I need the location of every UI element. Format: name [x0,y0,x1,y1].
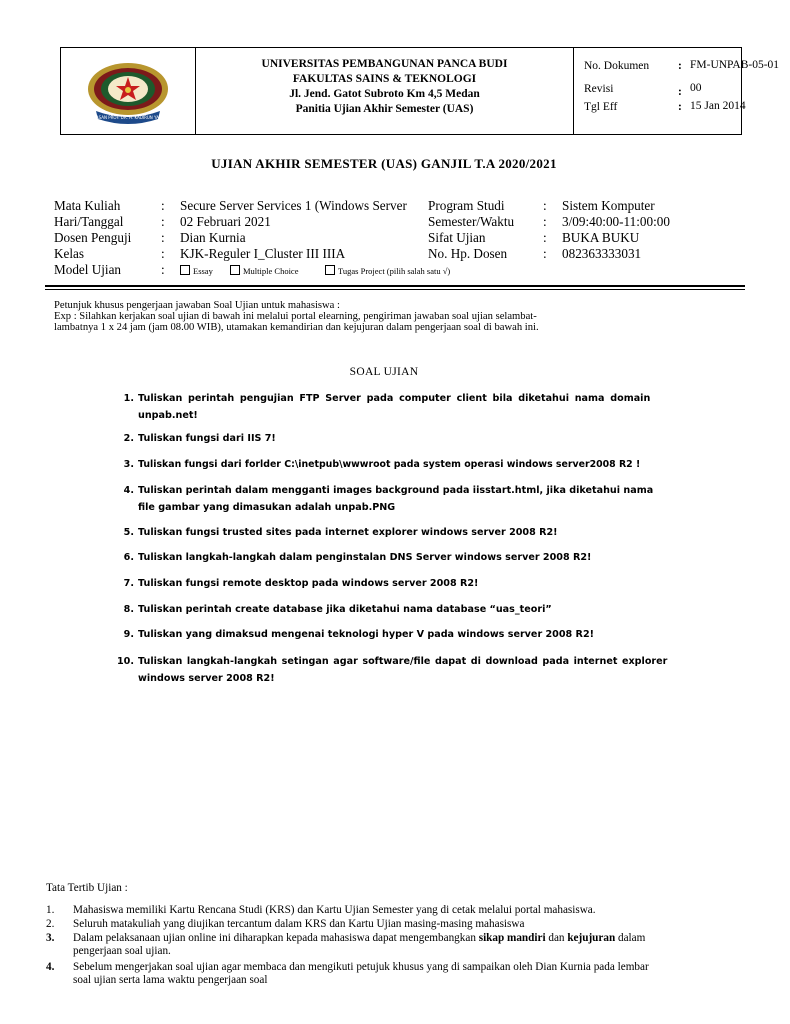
separator-thin [45,289,745,290]
exam-rule-4-number: 4. [46,961,55,973]
question-6-text: Tuliskan langkah-langkah dalam penginstalan DNS Server windows server 2008 R2! [138,552,592,563]
effective-date-label: Tgl Eff [584,101,618,113]
exam-rule-1-text: Mahasiswa memiliki Kartu Rencana Studi (KRS) dan Kartu Ujian Semester yang di cetak melalui portal mahasiswa. [73,904,596,916]
study-program-colon: : [543,198,547,213]
lecturer-phone-colon: : [543,246,547,261]
question-3-text: Tuliskan fungsi dari forlder C:\inetpub\wwwroot pada system operasi windows server2008 R2 ! [138,459,641,470]
question-9-number: 9. [123,629,134,640]
course-colon: : [161,198,165,213]
exam-rule-3-bold-honesty: kejujuran [567,932,616,944]
question-4-text-cont: file gambar yang dimasukan adalah unpab.PNG [138,502,396,513]
lecturer-phone-label: No. Hp. Dosen [428,246,508,261]
exam-rule-1-number: 1. [46,904,55,916]
doc-number-colon: : [678,60,682,72]
exam-model-colon: : [161,262,165,277]
exam-rule-3-text-a: Dalam pelaksanaan ujian online ini diharapkan kepada mahasiswa dapat mengembangkan [73,932,479,944]
exam-rule-3-text-cont: pengerjaan soal ujian. [73,945,171,957]
university-name: UNIVERSITAS PEMBANGUNAN PANCA BUDI [261,58,508,70]
exam-nature-value: BUKA BUKU [562,230,640,245]
question-1-text: Tuliskan perintah pengujian FTP Server pada computer client bila diketahui nama domain [138,393,651,404]
question-5-text: Tuliskan fungsi trusted sites pada internet explorer windows server 2008 R2! [138,527,558,538]
exam-rule-4-text: Sebelum mengerjakan soal ujian agar membaca dan mengikuti petujuk khusus yang di sampaikan oleh Dian Kurnia pada lembar [73,961,649,973]
class-value: KJK-Reguler I_Cluster III IIIA [180,246,346,261]
exam-nature-label: Sifat Ujian [428,230,486,245]
instructions-heading: Petunjuk khusus pengerjaan jawaban Soal Ujian untuk mahasiswa : [54,300,340,311]
class-label: Kelas [54,246,85,261]
exam-rule-3-bold-independent: sikap mandiri [478,932,546,944]
instructions-line-2: lambatnya 1 x 24 jam (jam 08.00 WIB), utamakan kemandirian dan kejujuran dalam pengerjaan soal di bawah ini. [54,322,539,333]
document-info-cell [574,48,780,134]
class-colon: : [161,246,165,261]
faculty-name: FAKULTAS SAINS & TEKNOLOGI [292,73,477,85]
lecturer-value: Dian Kurnia [180,230,246,245]
question-1-text-cont: unpab.net! [138,410,198,421]
question-9-text: Tuliskan yang dimaksud mengenai teknologi hyper V pada windows server 2008 R2! [138,629,594,640]
model-option-project[interactable] [325,265,450,276]
exam-rule-3-number: 3. [46,932,55,944]
questions-title: SOAL UJIAN [349,366,419,378]
question-8-text: Tuliskan perintah create database jika diketahui nama database “uas_teori” [138,604,552,615]
institution-cell [196,48,574,134]
question-1-number: 1. [123,393,134,404]
essay-checkbox[interactable] [180,265,190,275]
exam-rule-2-number: 2. [46,918,55,930]
exam-rule-3-text-b: dalam [615,932,646,944]
institution-address: Jl. Jend. Gatot Subroto Km 4,5 Medan [289,88,480,100]
special-instructions [54,300,734,333]
date-colon: : [161,214,165,229]
logo-ribbon-text: YAYASAN PROF. DR. H. KADIRUN YAHYA [89,115,167,120]
question-8-number: 8. [123,604,134,615]
exam-rule-3-text-mid: dan [545,932,568,944]
exam-rule-3-text [73,932,723,945]
separator-thick [45,285,745,287]
revision-label: Revisi [584,83,614,95]
question-10-text: Tuliskan langkah-langkah setingan agar software/file dapat di download pada internet explorer [138,656,668,667]
revision-colon: : [678,86,682,98]
exam-rule-4-text-cont: soal ujian serta lama waktu pengerjaan soal [73,974,268,986]
effective-date-value: 15 Jan 2014 [690,100,746,112]
question-4-number: 4. [123,485,134,496]
exam-title: UJIAN AKHIR SEMESTER (UAS) GANJIL T.A 2020/2021 [211,156,557,171]
university-logo-icon [78,51,178,131]
study-program-label: Program Studi [428,198,505,213]
question-6-number: 6. [123,552,134,563]
multiple-choice-checkbox[interactable] [230,265,240,275]
instructions-line-1: Exp : Silahkan kerjakan soal ujian di bawah ini melalui portal elearning, pengiriman jawaban soal ujian selambat- [54,311,537,322]
question-4-text: Tuliskan perintah dalam mengganti images background pada iisstart.html, jika diketahui nama [138,485,654,496]
course-label: Mata Kuliah [54,198,121,213]
date-label: Hari/Tanggal [54,214,124,229]
effective-date-colon: : [678,101,682,113]
project-label: Tugas Project (pilih salah satu √) [338,266,451,276]
question-2-number: 2. [123,433,134,444]
study-program-value: Sistem Komputer [562,198,655,213]
document-header [60,47,780,135]
model-option-essay[interactable] [180,265,213,276]
semester-time-colon: : [543,214,547,229]
date-value: 02 Februari 2021 [180,214,271,229]
question-3-number: 3. [123,459,134,470]
doc-number-value: FM-UNPAB-05-01 [690,59,780,71]
essay-label: Essay [193,266,213,276]
question-10-text-cont: windows server 2008 R2! [138,673,275,684]
question-2-text: Tuliskan fungsi dari IIS 7! [138,433,276,444]
course-value: Secure Server Services 1 (Windows Server [180,198,407,213]
exam-model-label: Model Ujian [54,262,122,277]
exam-rules-heading: Tata Tertib Ujian : [46,882,128,894]
question-7-text: Tuliskan fungsi remote desktop pada windows server 2008 R2! [138,578,479,589]
question-7-number: 7. [123,578,134,589]
doc-number-label: No. Dokumen [584,60,650,72]
logo-cell [61,48,196,134]
semester-time-value: 3/09:40:00-11:00:00 [562,214,670,229]
lecturer-phone-value: 082363333031 [562,246,642,261]
multiple-choice-label: Multiple Choice [243,266,299,276]
lecturer-colon: : [161,230,165,245]
revision-value: 00 [690,82,702,94]
project-checkbox[interactable] [325,265,335,275]
exam-nature-colon: : [543,230,547,245]
question-5-number: 5. [123,527,134,538]
model-option-multiple-choice[interactable] [230,265,298,276]
lecturer-label: Dosen Penguji [54,230,132,245]
exam-rule-2-text: Seluruh matakuliah yang diujikan tercantum dalam KRS dan Kartu Ujian masing-masing mahasiswa [73,918,525,930]
semester-time-label: Semester/Waktu [428,214,515,229]
question-10-number: 10. [117,656,134,667]
exam-committee: Panitia Ujian Akhir Semester (UAS) [295,103,474,115]
